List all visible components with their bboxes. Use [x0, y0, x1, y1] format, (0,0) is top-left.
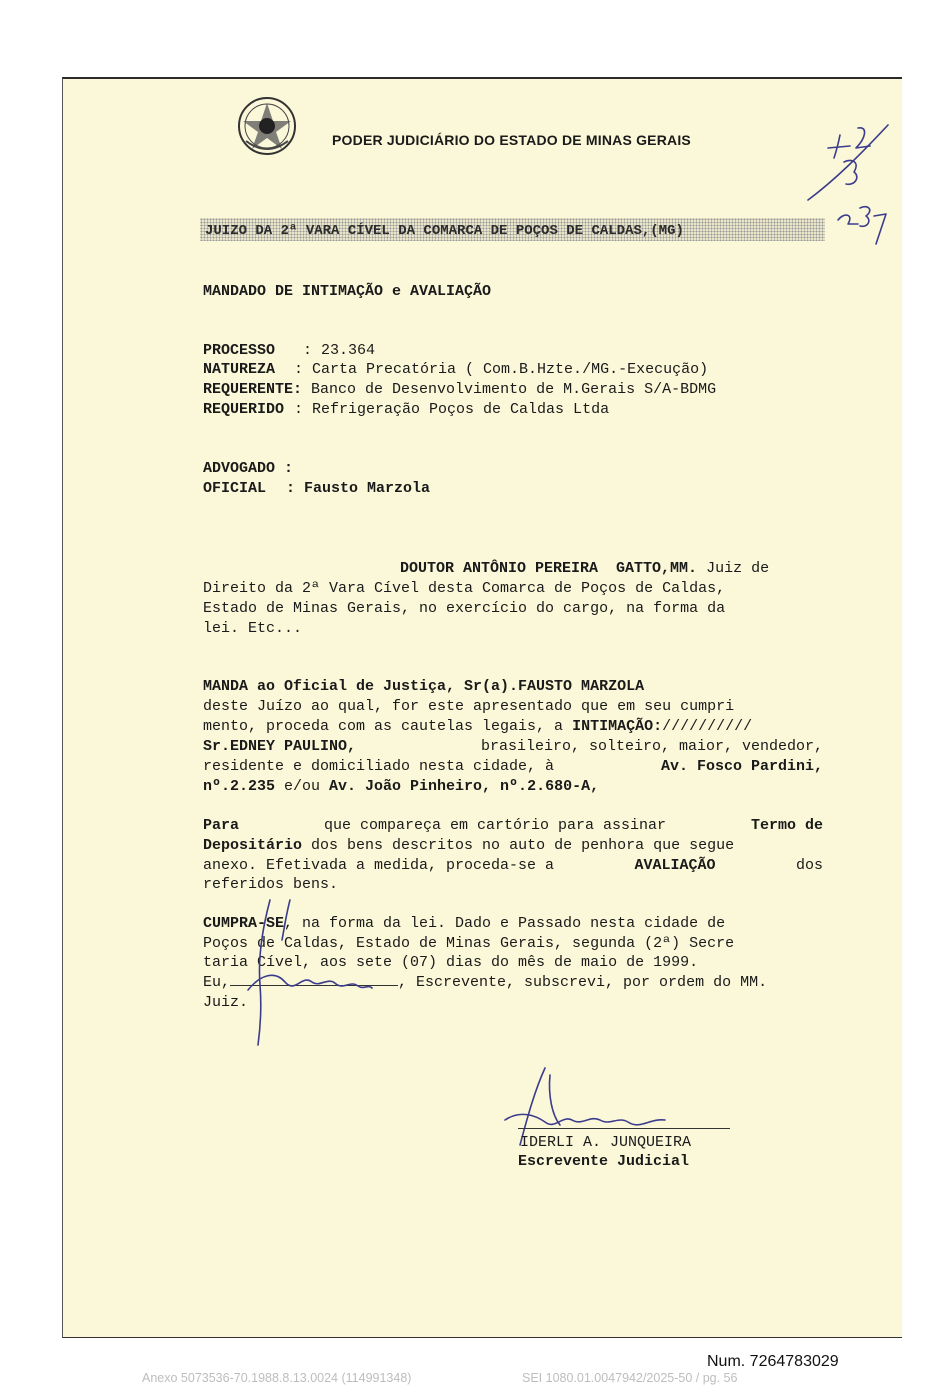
margin-note-text: [0, 0, 1, 1]
handwritten-initial-signature: [240, 890, 390, 1050]
intro-line-3: Estado de Minas Gerais, no exercício do cargo, na forma da: [203, 600, 726, 617]
document-number: Num. 7264783029: [707, 1353, 839, 1370]
natureza-value: : Carta Precatória ( Com.B.Hzte./MG.-Execução): [294, 361, 709, 378]
case-requerente-row: [203, 380, 716, 399]
order-line-5: residente e domiciliado nesta cidade, à Av. Fosco Pardini,: [203, 758, 823, 775]
order-line-1: MANDA ao Oficial de Justiça, Sr(a).FAUSTO MARZOLA: [203, 678, 645, 695]
judge-name: DOUTOR ANTÔNIO PEREIRA GATTO,MM.: [400, 560, 698, 577]
case-processo-row: [203, 341, 375, 360]
signature-line: [518, 1128, 730, 1129]
intro-line-2: Direito da 2ª Vara Cível desta Comarca de Poços de Caldas,: [203, 580, 726, 597]
purpose-line-4: referidos bens.: [203, 876, 339, 893]
sei-reference: SEI 1080.01.0047942/2025-50 / pg. 56: [522, 1371, 738, 1385]
requerente-label: REQUERENTE:: [203, 381, 303, 398]
signatory-name: IDERLI A. JUNQUEIRA: [520, 1134, 692, 1151]
purpose-line-1: Para que compareça em cartório para assinar Termo de: [203, 817, 823, 834]
case-requerido-row: [203, 400, 609, 419]
closing-line-3: taria Cível, aos sete (07) dias do mês de maio de 1999.: [203, 954, 699, 971]
oficial-label: OFICIAL: [203, 480, 267, 497]
advogado-label: ADVOGADO :: [203, 460, 294, 477]
purpose-line-2: Depositário dos bens descritos no auto de penhora que segue: [203, 837, 735, 854]
annex-reference: Anexo 5073536-70.1988.8.13.0024 (114991348): [142, 1371, 412, 1385]
institution-header: PODER JUDICIÁRIO DO ESTADO DE MINAS GERAIS: [332, 132, 691, 148]
closing-line-5: Juiz.: [203, 994, 249, 1011]
processo-value: : 23.364: [303, 342, 376, 359]
oficial-row: [203, 479, 430, 498]
judge-line: DOUTOR ANTÔNIO PEREIRA GATTO,MM. Juiz de: [400, 560, 770, 577]
order-line-2: deste Juízo ao qual, for este apresentado que em seu cumpri: [203, 698, 735, 715]
oficial-value: : Fausto Marzola: [286, 480, 431, 497]
document-title: MANDADO DE INTIMAÇÃO e AVALIAÇÃO: [203, 283, 492, 300]
processo-label: PROCESSO: [203, 342, 276, 359]
closing-line-4: Eu, , Escrevente, subscrevi, por ordem do MM.: [203, 974, 768, 991]
requerente-value: Banco de Desenvolvimento de M.Gerais S/A-BDMG: [302, 381, 717, 398]
closing-line-1: CUMPRA-SE, na forma da lei. Dado e Passado nesta cidade de: [203, 915, 726, 932]
intro-line-4: lei. Etc...: [203, 620, 303, 637]
natureza-label: NATUREZA: [203, 361, 276, 378]
requerido-value: : Refrigeração Poços de Caldas Ltda: [294, 401, 610, 418]
order-line-3: mento, proceda com as cautelas legais, a INTIMAÇÃO://////////: [203, 718, 753, 735]
order-line-6: nº.2.235 e/ou Av. João Pinheiro, nº.2.680-A,: [203, 778, 600, 795]
purpose-line-3: anexo. Efetivada a medida, proceda-se a AVALIAÇÃO dos: [203, 857, 823, 874]
case-natureza-row: [203, 360, 708, 379]
requerido-label: REQUERIDO: [203, 401, 285, 418]
order-line-4: Sr.EDNEY PAULINO, brasileiro, solteiro, maior, vendedor,: [203, 738, 823, 755]
signatory-role: Escrevente Judicial: [518, 1153, 690, 1170]
state-seal-icon: [236, 95, 298, 157]
margin-handwritten-page-number: [800, 120, 895, 260]
court-name: JUIZO DA 2ª VARA CÍVEL DA COMARCA DE POÇOS DE CALDAS,(MG): [205, 223, 684, 239]
closing-line-2: Poços de Caldas, Estado de Minas Gerais, segunda (2ª) Secre: [203, 935, 735, 952]
